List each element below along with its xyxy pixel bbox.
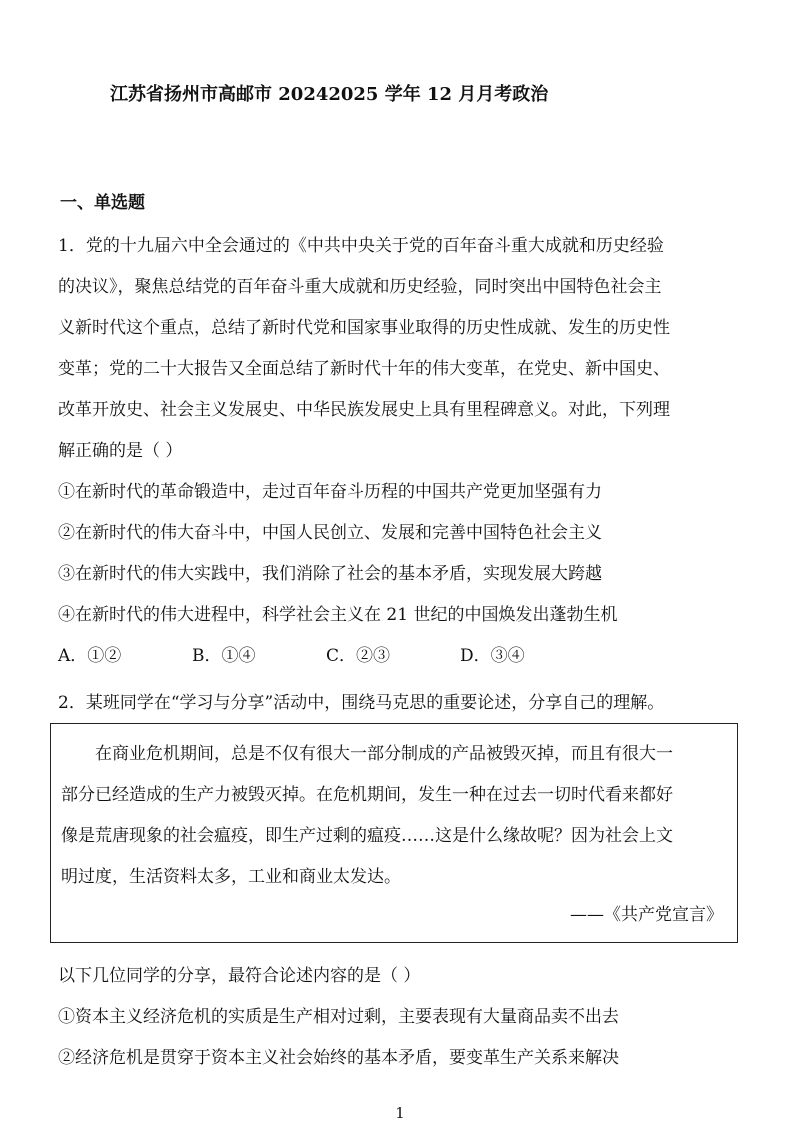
question-1-options [58, 636, 748, 677]
question-2-stem: 2．某班同学在“学习与分享”活动中，围绕马克思的重要论述，分享自己的理解。 [58, 693, 665, 713]
quote-box [50, 723, 738, 943]
option-b[interactable]: B．①④ [192, 646, 256, 666]
option-a[interactable]: A．①② [58, 646, 122, 666]
question-1-statement: ①在新时代的革命锻造中，走过百年奋斗历程的中国共产党更加坚强有力 [58, 482, 602, 502]
quote-source: ——《共产党宣言》 [570, 905, 723, 925]
question-1-stem-line: 解正确的是（ ） [58, 441, 183, 461]
question-1-stem-line: 改革开放史、社会主义发展史、中华民族发展史上具有里程碑意义。对此，下列理 [58, 400, 670, 420]
section-heading: 一、单选题 [60, 193, 145, 213]
quote-text [61, 734, 731, 898]
page-title: 江苏省扬州市高邮市 20242025 学年 12 月月考政治 [110, 84, 549, 105]
question-1-stem-line: 的决议》，聚焦总结党的百年奋斗重大成就和历史经验，同时突出中国特色社会主 [58, 277, 662, 297]
page-number: 1 [395, 1104, 405, 1122]
quote-line: 明过度，生活资料太多，工业和商业太发达。 [61, 867, 401, 887]
question-2-question: 以下几位同学的分享，最符合论述内容的是（ ） [58, 966, 421, 986]
question-1-stem-line: 变革；党的二十大报告又全面总结了新时代十年的伟大变革，在党史、新中国史、 [58, 359, 670, 379]
question-1 [58, 226, 748, 677]
question-1-statement: ②在新时代的伟大奋斗中，中国人民创立、发展和完善中国特色社会主义 [58, 523, 602, 543]
question-1-statement: ③在新时代的伟大实践中，我们消除了社会的基本矛盾，实现发展大跨越 [58, 564, 602, 584]
option-c[interactable]: C．②③ [326, 646, 391, 666]
question-1-stem-line: 1．党的十九届六中全会通过的《中共中央关于党的百年奋斗重大成就和历史经验 [58, 236, 664, 256]
option-d[interactable]: D．③④ [460, 646, 525, 666]
question-1-stem-line: 义新时代这个重点，总结了新时代党和国家事业取得的历史性成就、发生的历史性 [58, 318, 670, 338]
quote-line: 在商业危机期间，总是不仅有很大一部分制成的产品被毁灭掉，而且有很大一 [61, 744, 673, 764]
question-2-statement: ①资本主义经济危机的实质是生产相对过剩，主要表现有大量商品卖不出去 [58, 1007, 619, 1027]
question-2-statement: ②经济危机是贯穿于资本主义社会始终的基本矛盾，要变革生产关系来解决 [58, 1048, 619, 1068]
question-2-body [58, 956, 748, 1079]
quote-line: 部分已经造成的生产力被毁灭掉。在危机期间，发生一种在过去一切时代看来都好 [61, 785, 673, 805]
question-1-statement: ④在新时代的伟大进程中，科学社会主义在 21 世纪的中国焕发出蓬勃生机 [58, 605, 618, 625]
quote-line: 像是荒唐现象的社会瘟疫，即生产过剩的瘟疫……这是什么缘故呢？因为社会上文 [61, 826, 673, 846]
